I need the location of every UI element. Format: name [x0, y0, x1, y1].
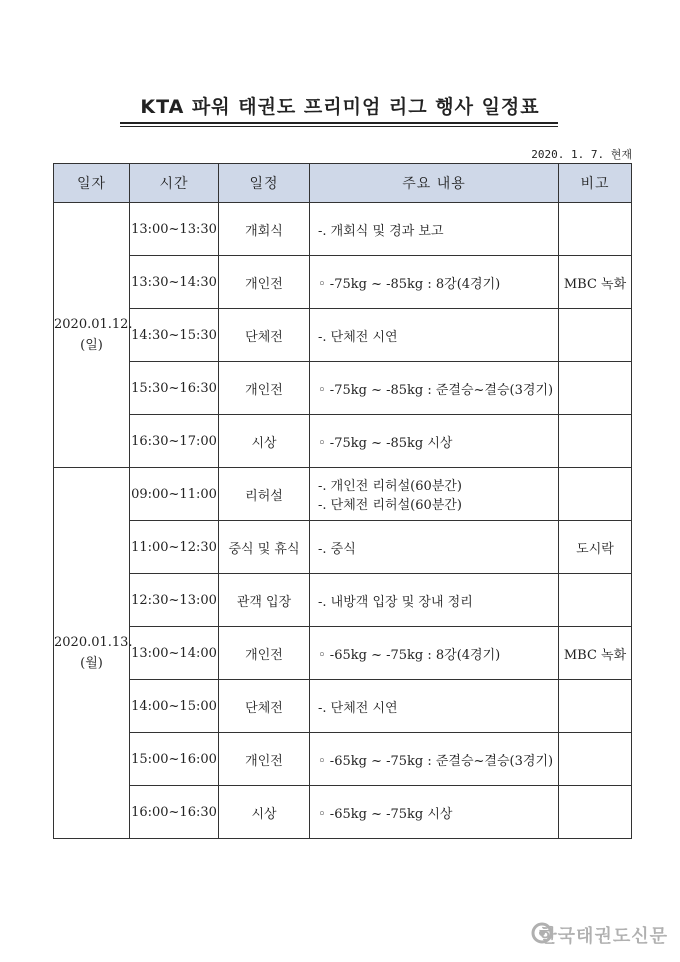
event-cell: 개인전: [219, 627, 310, 680]
content-cell: [310, 256, 559, 309]
event-cell: 시상: [219, 415, 310, 468]
event-cell: 관객 입장: [219, 574, 310, 627]
content-line: -. 개회식 및 경과 보고: [318, 223, 444, 239]
table-row: [54, 521, 632, 574]
time-cell: 13:00~13:30: [130, 203, 219, 256]
note-cell: [559, 203, 632, 256]
header-note: 비고: [559, 164, 632, 203]
content-line: -. 개인전 리허설(60분간): [318, 479, 462, 494]
content-line: -. 단체전 시연: [318, 700, 398, 716]
content-line: -. 단체전 시연: [318, 329, 398, 345]
event-cell: 개회식: [219, 203, 310, 256]
table-row: [54, 309, 632, 362]
content-line: -. 중식: [318, 541, 356, 557]
content-cell: [310, 521, 559, 574]
day-date-cell: [54, 468, 133, 839]
event-cell: 개인전: [219, 362, 310, 415]
table-row: [54, 468, 632, 521]
note-cell: [559, 786, 632, 839]
content-line: ◦ -75kg ~ -85kg 시상: [318, 435, 453, 451]
watermark: 한국태권도신문: [539, 926, 668, 947]
content-line: ◦ -65kg ~ -75kg : 8강(4경기): [318, 647, 501, 663]
as-of-date: 2020. 1. 7. 현재: [531, 148, 632, 161]
content-cell: [310, 203, 559, 256]
content-line: -. 단체전 리허설(60분간): [318, 498, 462, 513]
note-cell: [559, 733, 632, 786]
note-cell: MBC 녹화: [559, 627, 632, 680]
time-cell: 13:00~14:00: [130, 627, 219, 680]
day-weekday: (월): [80, 656, 103, 671]
event-cell: 개인전: [219, 256, 310, 309]
note-cell: [559, 362, 632, 415]
content-cell: [310, 415, 559, 468]
time-cell: 15:00~16:00: [130, 733, 219, 786]
day-date-cell: [54, 203, 133, 468]
event-cell: 개인전: [219, 733, 310, 786]
content-cell: [310, 574, 559, 627]
time-cell: 16:30~17:00: [130, 415, 219, 468]
time-cell: 15:30~16:30: [130, 362, 219, 415]
table-row: [54, 574, 632, 627]
schedule-body: [54, 203, 632, 839]
note-cell: [559, 309, 632, 362]
table-row: [54, 786, 632, 839]
time-cell: 16:00~16:30: [130, 786, 219, 839]
table-row: [54, 415, 632, 468]
note-cell: [559, 415, 632, 468]
content-cell: [310, 309, 559, 362]
table-row: [54, 256, 632, 309]
note-cell: [559, 680, 632, 733]
header-date: 일자: [54, 164, 130, 203]
title-underline-thin: [120, 126, 558, 127]
note-cell: MBC 녹화: [559, 256, 632, 309]
note-cell: [559, 574, 632, 627]
content-cell: [310, 733, 559, 786]
title-underline: [120, 122, 558, 124]
event-cell: 시상: [219, 786, 310, 839]
content-cell: [310, 468, 559, 521]
note-cell: 도시락: [559, 521, 632, 574]
time-cell: 11:00~12:30: [130, 521, 219, 574]
content-cell: [310, 786, 559, 839]
content-line: ◦ -65kg ~ -75kg 시상: [318, 806, 453, 822]
header-time: 시간: [130, 164, 219, 203]
note-cell: [559, 468, 632, 521]
content-line: ◦ -75kg ~ -85kg : 8강(4경기): [318, 276, 501, 292]
page-title: KTA 파워 태권도 프리미엄 리그 행사 일정표: [140, 96, 540, 118]
time-cell: 14:00~15:00: [130, 680, 219, 733]
event-cell: 단체전: [219, 680, 310, 733]
event-cell: 중식 및 휴식: [219, 521, 310, 574]
content-cell: [310, 627, 559, 680]
table-row: [54, 203, 632, 256]
day-date: 2020.01.12.: [54, 317, 133, 332]
time-cell: 13:30~14:30: [130, 256, 219, 309]
content-line: -. 내방객 입장 및 장내 정리: [318, 594, 473, 610]
time-cell: 12:30~13:00: [130, 574, 219, 627]
table-row: [54, 680, 632, 733]
time-cell: 09:00~11:00: [130, 468, 219, 521]
content-cell: [310, 362, 559, 415]
schedule-table: [53, 163, 632, 839]
day-date: 2020.01.13.: [54, 635, 133, 650]
content-line: ◦ -75kg ~ -85kg : 준결승~결승(3경기): [318, 382, 554, 398]
day-weekday: (일): [80, 338, 103, 353]
table-row: [54, 362, 632, 415]
content-cell: [310, 680, 559, 733]
event-cell: 리허설: [219, 468, 310, 521]
content-line: ◦ -65kg ~ -75kg : 준결승~결승(3경기): [318, 753, 554, 769]
header-row: [54, 164, 632, 203]
time-cell: 14:30~15:30: [130, 309, 219, 362]
table-row: [54, 733, 632, 786]
header-event: 일정: [219, 164, 310, 203]
header-content: 주요 내용: [310, 164, 559, 203]
table-row: [54, 627, 632, 680]
event-cell: 단체전: [219, 309, 310, 362]
